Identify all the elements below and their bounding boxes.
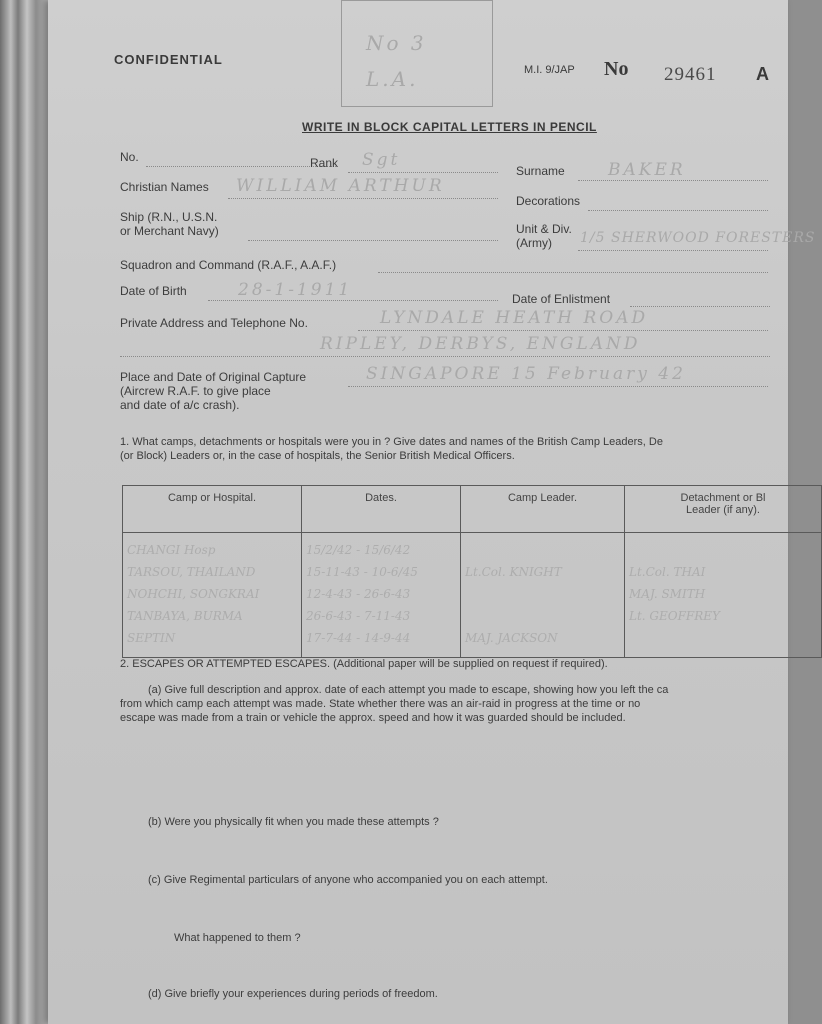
cell-camps — [123, 533, 302, 658]
table-row — [465, 583, 620, 605]
ship-label-1: Ship (R.N., U.S.N. — [120, 210, 218, 224]
ship-label-2: or Merchant Navy) — [120, 224, 219, 238]
table-row: MAJ. SMITH — [629, 587, 706, 601]
number-prefix: No — [604, 58, 629, 80]
table-row: 15-11-43 - 10-6/45 — [306, 565, 418, 579]
registry-stamp — [341, 0, 493, 107]
table-row: SEPTIN — [127, 631, 176, 645]
instruction-heading: WRITE IN BLOCK CAPITAL LETTERS IN PENCIL — [302, 120, 597, 134]
table-row — [629, 627, 817, 649]
q1-line-1: 1. What camps, detachments or hospitals were you in ? Give dates and names of the British Camp Leaders, De — [120, 436, 663, 448]
col-detachment-line-1: Detachment or Bl — [680, 492, 766, 504]
squadron-label: Squadron and Command (R.A.F., A.A.F.) — [120, 258, 337, 272]
dob-value: 28-1-1911 — [238, 280, 353, 300]
col-camp: Camp or Hospital. — [123, 486, 302, 533]
no-label: No. — [120, 150, 139, 164]
table-row: 17-7-44 - 14-9-44 — [306, 631, 411, 645]
table-row: MAJ. JACKSON — [465, 631, 558, 645]
form-page — [48, 0, 816, 1024]
table-row: Lt. GEOFFREY — [629, 609, 720, 623]
camps-table-header — [123, 486, 822, 533]
cell-dates — [302, 533, 461, 658]
table-row: Lt.Col. THAI — [629, 565, 706, 579]
col-camp-leader: Camp Leader. — [461, 486, 625, 533]
col-detachment — [625, 486, 822, 533]
surname-value: BAKER — [608, 160, 686, 180]
christian-names-value: WILLIAM ARTHUR — [236, 176, 445, 196]
form-number: 29461 — [664, 64, 717, 85]
q2a-line-3: escape was made from a train or vehicle the approx. speed and how it was guarded should be included. — [120, 712, 626, 724]
q2b: (b) Were you physically fit when you made these attempts ? — [148, 816, 439, 828]
address-line-2: RIPLEY, DERBYS, ENGLAND — [320, 334, 641, 354]
rank-value: Sgt — [362, 150, 401, 170]
table-row: TANBAYA, BURMA — [127, 609, 243, 623]
surname-label: Surname — [516, 164, 565, 178]
table-row: 12-4-43 - 26-6-43 — [306, 587, 411, 601]
stamp-line-1: No 3 — [366, 31, 427, 55]
table-row — [465, 605, 620, 627]
table-row — [629, 539, 817, 561]
capture-label-1: Place and Date of Original Capture — [120, 370, 307, 384]
q2c-followup: What happened to them ? — [174, 932, 301, 944]
address-line-1: LYNDALE HEATH ROAD — [380, 308, 649, 328]
mi-reference: M.I. 9/JAP — [524, 64, 575, 76]
camps-table — [122, 485, 822, 658]
col-dates: Dates. — [302, 486, 461, 533]
q2d: (d) Give briefly your experiences during periods of freedom. — [148, 988, 438, 1000]
unit-label-2: (Army) — [516, 236, 552, 250]
table-row — [465, 539, 620, 561]
table-row: 15/2/42 - 15/6/42 — [306, 543, 411, 557]
enlistment-label: Date of Enlistment — [512, 292, 611, 306]
cell-leaders — [461, 533, 625, 658]
unit-label-1: Unit & Div. — [516, 222, 572, 236]
table-row: 26-6-43 - 7-11-43 — [306, 609, 411, 623]
camps-table-body — [123, 533, 822, 658]
dob-label: Date of Birth — [120, 284, 187, 298]
form-suffix: A — [756, 64, 769, 84]
christian-names-label: Christian Names — [120, 180, 209, 194]
q2a-line-2: from which camp each attempt was made. State whether there was an air-raid in progress at the time or no — [120, 698, 641, 710]
q2a-line-1: (a) Give full description and approx. date of each attempt you made to escape, showing how you left the ca — [148, 684, 669, 696]
col-detachment-line-2: Leader (if any). — [686, 504, 760, 516]
table-row: Lt.Col. KNIGHT — [465, 565, 562, 579]
table-row: NOHCHI, SONGKRAI — [127, 587, 260, 601]
confidential-heading: CONFIDENTIAL — [114, 52, 223, 67]
table-row: TARSOU, THAILAND — [127, 565, 256, 579]
table-row: CHANGI Hosp — [127, 543, 216, 557]
capture-label-3: and date of a/c crash). — [120, 398, 240, 412]
capture-label-2: (Aircrew R.A.F. to give place — [120, 384, 271, 398]
stamp-line-2: L.A. — [366, 67, 419, 91]
rank-label: Rank — [310, 156, 339, 170]
decorations-label: Decorations — [516, 194, 581, 208]
address-label: Private Address and Telephone No. — [120, 316, 308, 330]
cell-detachment — [625, 533, 822, 658]
q1-line-2: (or Block) Leaders or, in the case of hospitals, the Senior British Medical Officers. — [120, 450, 515, 462]
unit-value: 1/5 SHERWOOD FORESTERS — [580, 230, 816, 246]
capture-value: SINGAPORE 15 February 42 — [366, 364, 686, 384]
q2-heading: 2. ESCAPES OR ATTEMPTED ESCAPES. (Additional paper will be supplied on request if required). — [120, 658, 608, 670]
q2c: (c) Give Regimental particulars of anyone who accompanied you on each attempt. — [148, 874, 548, 886]
